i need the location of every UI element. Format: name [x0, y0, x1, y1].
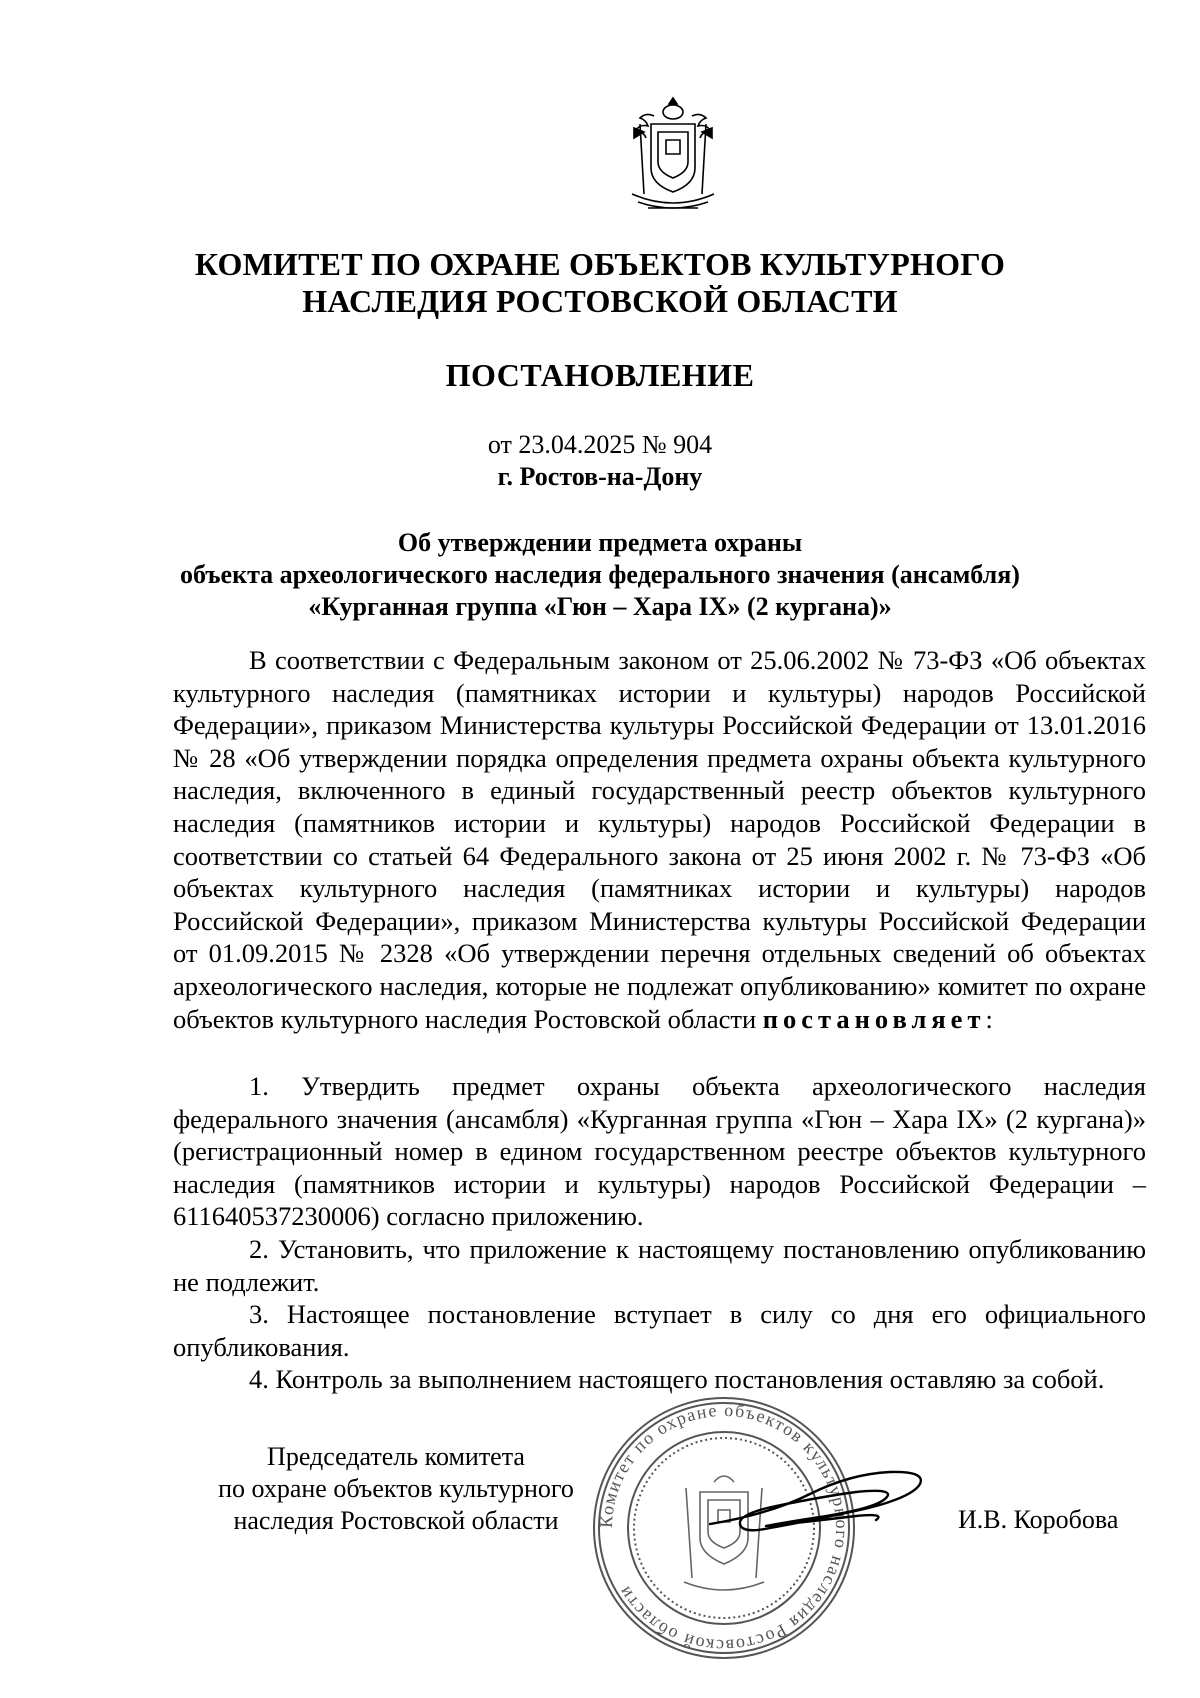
org-line-1: КОМИТЕТ ПО ОХРАНЕ ОБЪЕКТОВ КУЛЬТУРНОГО — [194, 246, 1006, 282]
signatory-title-line-1: Председатель комитета — [267, 1442, 525, 1471]
subject-line-3: «Курганная группа «Гюн – Хара IX» (2 кургана)» — [308, 592, 892, 621]
handwritten-signature — [700, 1440, 950, 1560]
signatory-name: И.В. Коробова — [958, 1505, 1119, 1534]
signatory-title-line-2: по охране объектов культурного — [218, 1474, 574, 1503]
decree-colon: : — [985, 1003, 993, 1034]
subject-line-2: объекта археологического наследия федерального значения (ансамбля) — [180, 560, 1020, 589]
stamp-text: Комитет по охране объектов культурного наследия Ростовской области — [595, 1399, 853, 1657]
resolution-item-1: 1. Утвердить предмет охраны объекта археологического наследия федерального значения (ансамбля) «Курганная группа «Гюн – Хара IX» (2 кургана)» (регистрационный номер в едином государственном реестре объектов культурного наследия (памятников истории и культуры) народов Российской Федерации – 611640537230006) согласно приложению. — [173, 1071, 1146, 1232]
subject-line-1: Об утверждении предмета охраны — [397, 528, 803, 557]
org-line-2: НАСЛЕДИЯ РОСТОВСКОЙ ОБЛАСТИ — [302, 283, 898, 319]
document-type: ПОСТАНОВЛЕНИЕ — [445, 357, 755, 393]
decree-word: постановляет — [762, 1003, 986, 1034]
organization-name — [0, 246, 1200, 320]
date-and-number: от 23.04.2025 № 904 — [487, 430, 713, 459]
resolution-item-2: 2. Установить, что приложение к настоящему постановлению опубликованию не подлежит. — [173, 1233, 1146, 1297]
preamble — [173, 644, 1146, 1035]
resolution-item-3: 3. Настоящее постановление вступает в силу со дня его официального опубликования. — [173, 1299, 1146, 1362]
preamble-text: В соответствии с Федеральным законом от 25.06.2002 № 73-ФЗ «Об объектах культурного наследия (памятниках истории и культуры) народов Российской Федерации», приказом Министерства культуры Российской Федерации от 13.01.2016 № 28 «Об утверждении порядка определения предмета охраны объекта культурного наследия, включенного в единый государственный реестр объектов культурного наследия (памятников истории и культуры) народов Российской Федерации в соответствии со статьей 64 Федерального закона от 25 июня 2002 г. № 73-ФЗ «Об объектах культурного наследия (памятниках истории и культуры) народов Российской Федерации», приказом Министерства культуры Российской Федерации от 01.09.2015 № 2328 «Об утверждении перечня отдельных сведений об объектах археологического наследия, которые не подлежат опубликованию» комитет по охране объектов культурного наследия Ростовской области — [173, 645, 1146, 1034]
city: г. Ростов-на-Дону — [497, 462, 703, 491]
document-subject — [0, 527, 1200, 623]
resolution-item-4: 4. Контроль за выполнением настоящего постановления оставляю за собой. — [249, 1364, 1105, 1395]
rostov-oblast-coat-of-arms-icon — [618, 94, 728, 216]
signatory-title-line-3: наследия Ростовской области — [233, 1506, 559, 1535]
resolution-items — [173, 1070, 1146, 1396]
signatory-title — [186, 1441, 606, 1537]
